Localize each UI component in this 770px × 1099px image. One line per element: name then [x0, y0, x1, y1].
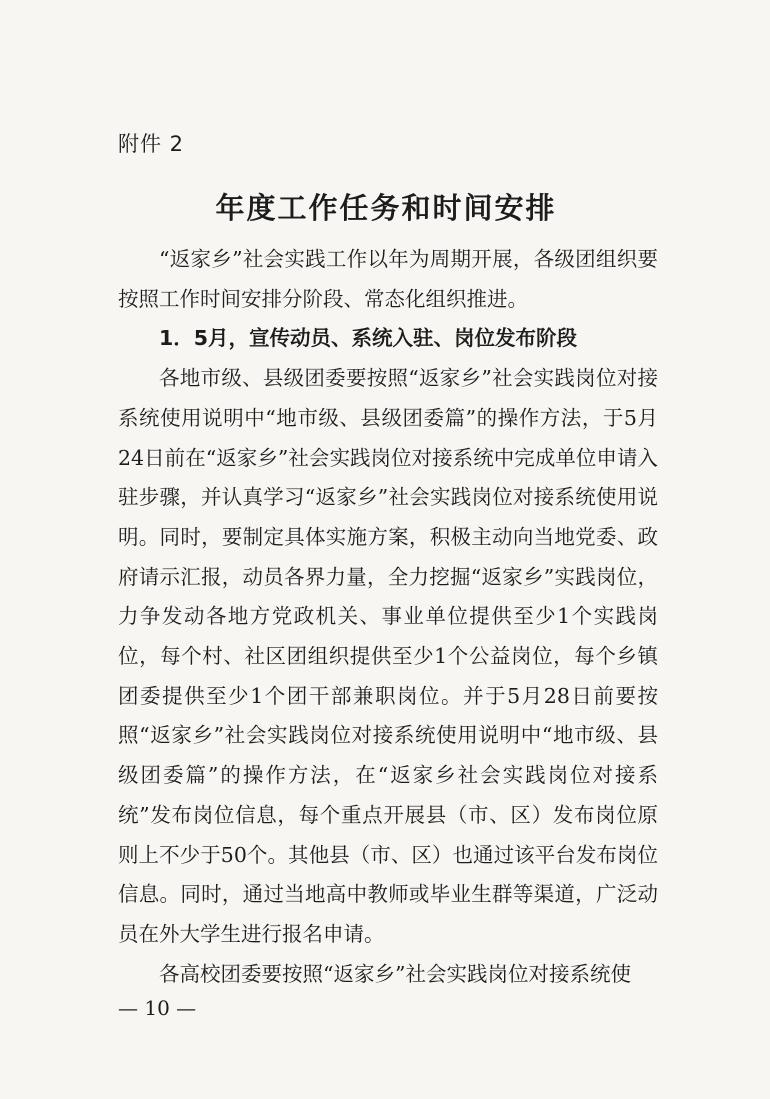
document-title: 年度工作任务和时间安排: [215, 191, 557, 225]
intro-paragraph: “返家乡”社会实践工作以年为周期开展，各级团组织要按照工作时间安排分阶段、常态化组织推进。: [118, 247, 658, 311]
page-number: — 10 —: [118, 996, 197, 1020]
section-heading: 1．5月，宣传动员、系统入驻、岗位发布阶段: [159, 326, 578, 351]
body-paragraph: 各地市级、县级团委要按照“返家乡”社会实践岗位对接系统使用说明中“地市级、县级团委篇”的操作方法，于5月24日前在“返家乡”社会实践岗位对接系统中完成单位申请入驻步骤，并认真学习“返家乡”社会实践岗位对接系统使用说明。同时，要制定具体实施方案，积极主动向当地党委、政府请示汇报，动员各界力量，全力挖掘“返家乡”实践岗位，力争发动各地方党政机关、事业单位提供至少1个实践岗位，每个村、社区团组织提供至少1个公益岗位，每个乡镇团委提供至少1个团干部兼职岗位。并于5月28日前要按照“返家乡”社会实践岗位对接系统使用说明中“地市级、县级团委篇”的操作方法，在“返家乡社会实践岗位对接系统”发布岗位信息，每个重点开展县（市、区）发布岗位原则上不少于50个。其他县（市、区）也通过该平台发布岗位信息。同时，通过当地高中教师或毕业生群等渠道，广泛动员在外大学生进行报名申请。: [118, 366, 658, 946]
body-paragraph: 各高校团委要按照“返家乡”社会实践岗位对接系统使: [159, 961, 631, 986]
attachment-label: 附件 2: [118, 132, 185, 156]
document-body: [118, 240, 658, 994]
